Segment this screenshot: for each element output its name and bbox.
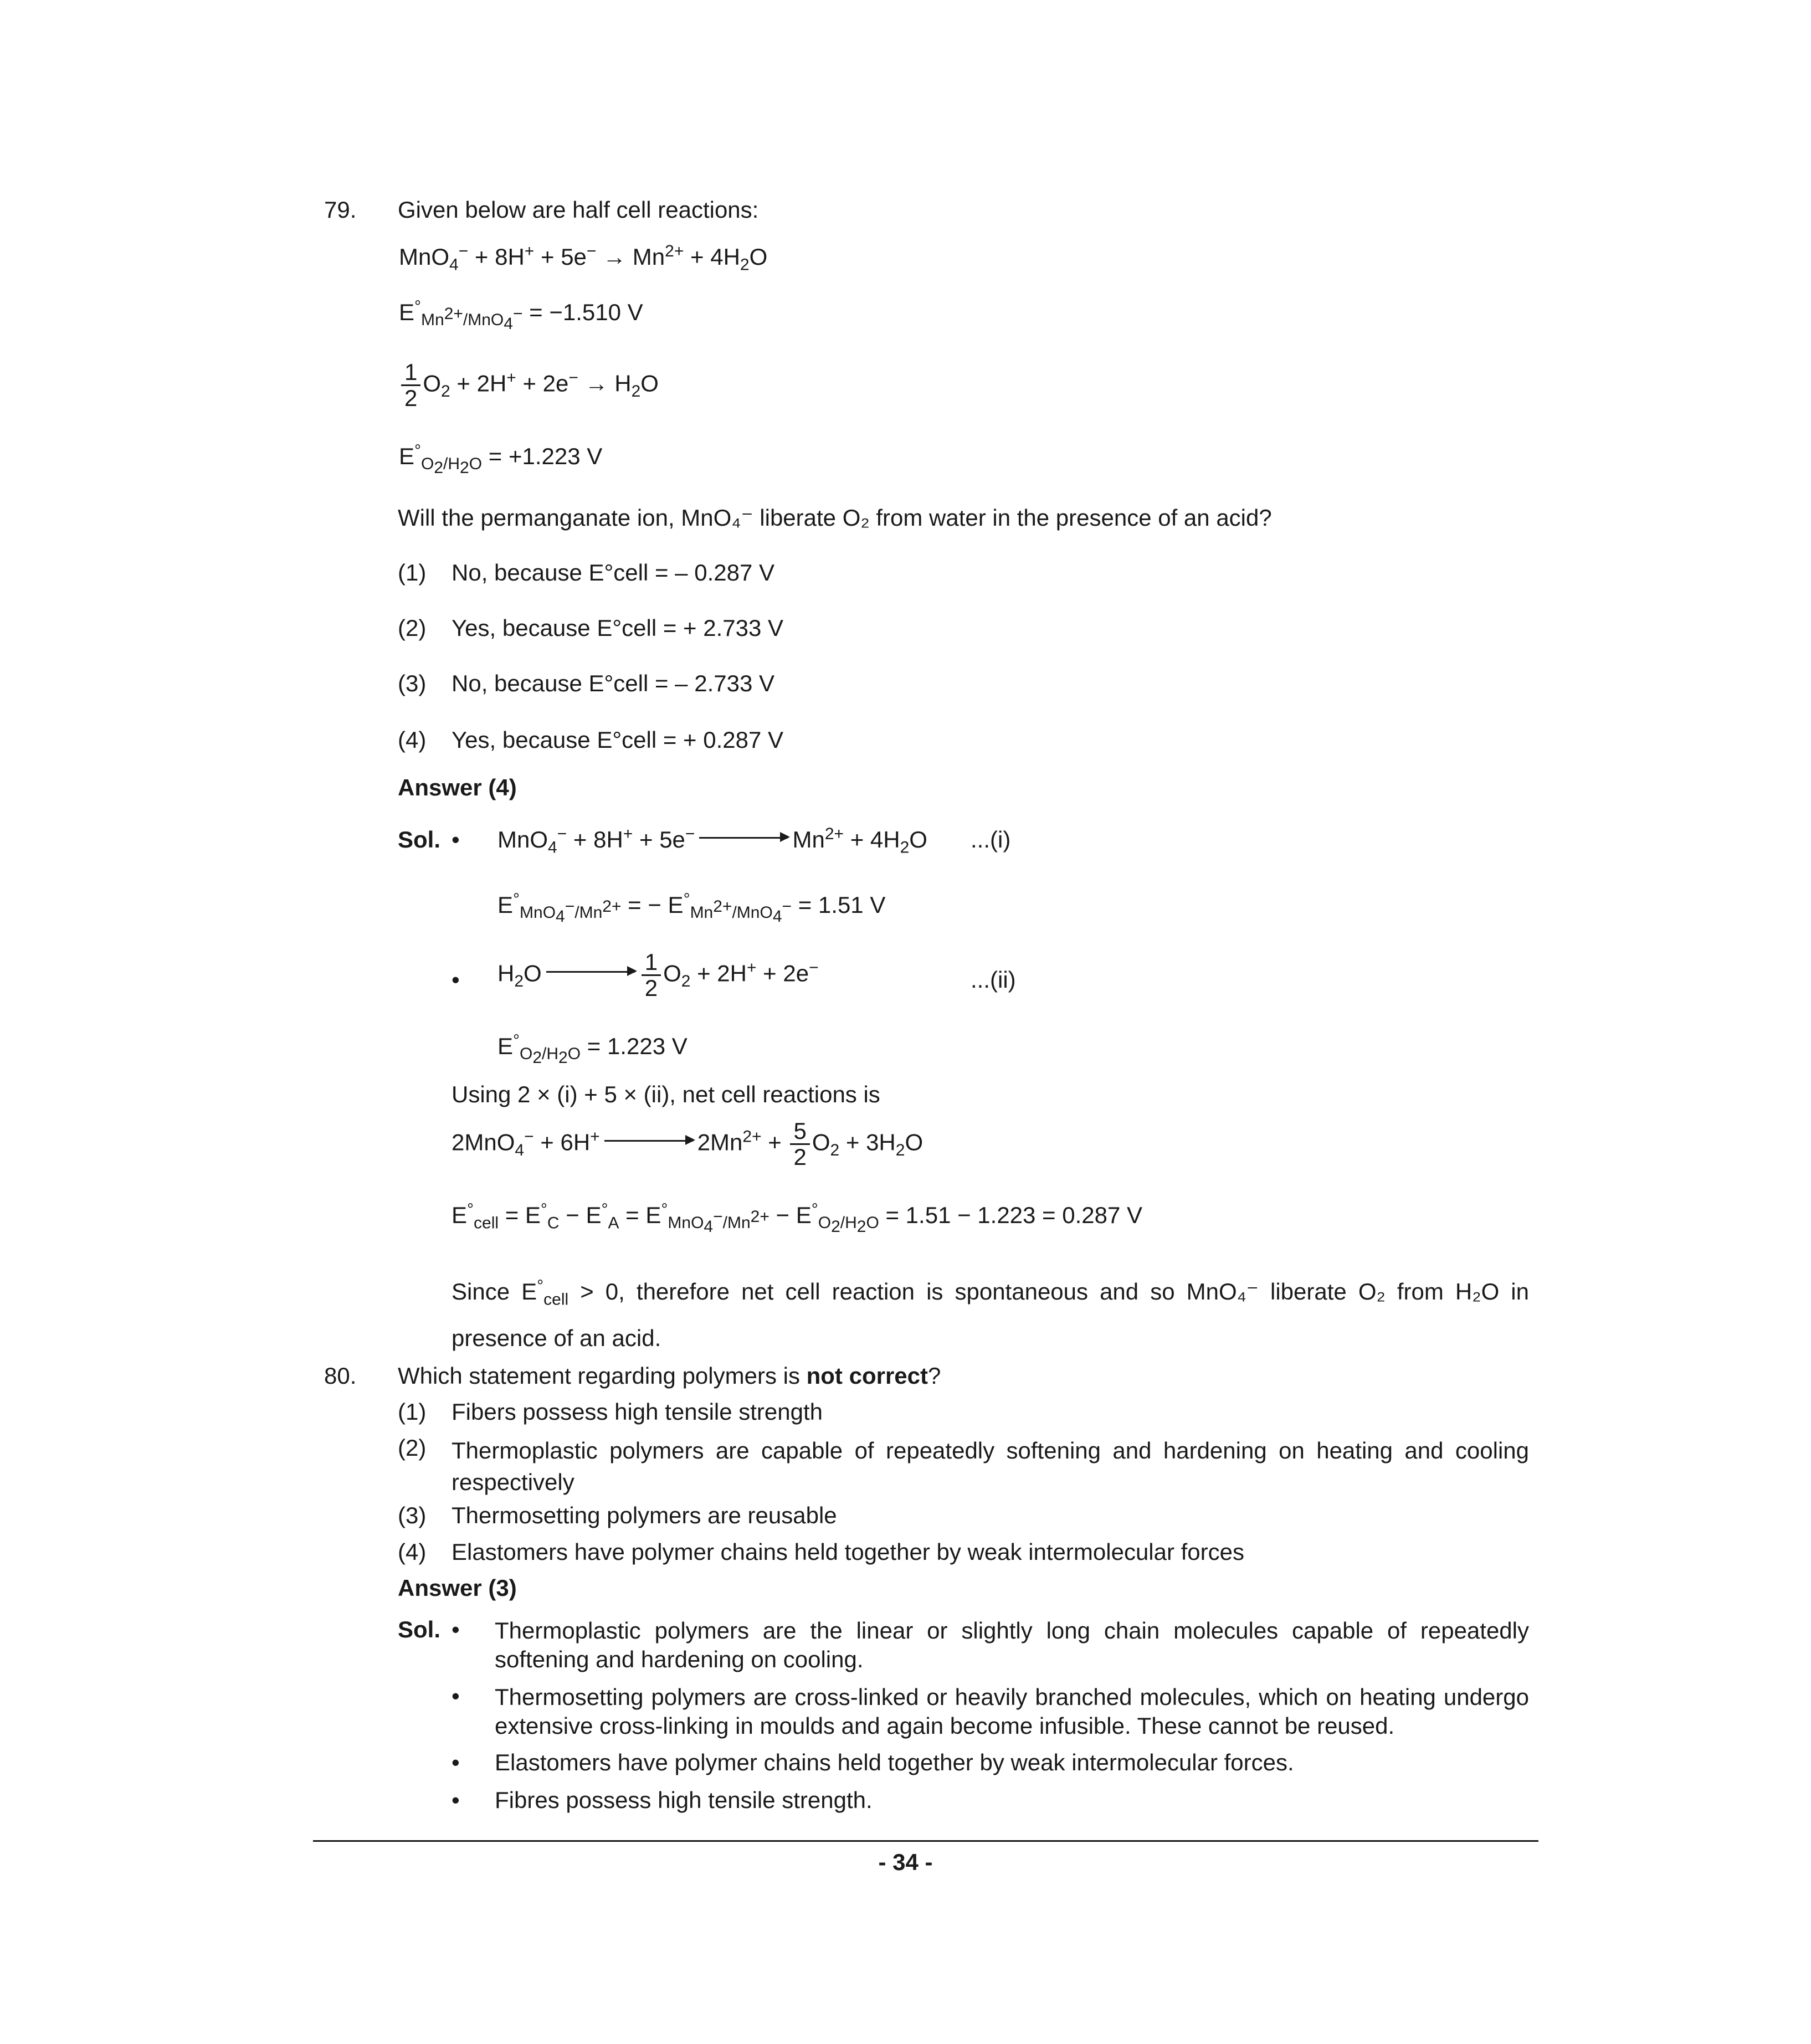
q79-sol-label: Sol.	[398, 826, 441, 852]
q79-potential-1: $E^\circ_{Mn^{2+}/MnO_4^-} = -1.510$ V	[399, 297, 643, 333]
q79-option-4-text: Yes, because E°cell = + 0.287 V	[452, 727, 783, 753]
q79-tag-i: ...(i)	[971, 826, 1011, 852]
q79-since-paragraph: Since $E^\circ_{cell} > 0$, therefore net cell reaction is spontaneous and so MnO₄⁻ liberate O₂ from H₂O in presence of an acid.	[452, 1277, 1529, 1351]
q79-potential-2: $E^\circ_{O_2/H_2O} = +1.223$ V	[399, 441, 603, 477]
q79-net-reaction: 2MnO$_4$− + 6H+ $2Mn^{2+}$ + $\frac{5}{2}$ $O_2 + 3H_2O$	[452, 1118, 924, 1170]
bullet-icon: •	[452, 826, 460, 852]
q80-number: 80.	[324, 1363, 357, 1389]
q79-since-text: therefore net cell reaction is spontaneous and so MnO₄⁻ liberate O₂ from H₂O in presence of an acid.	[452, 1278, 1529, 1351]
q79-option-2-num: (2)	[398, 615, 427, 641]
q79-option-3-text: No, because E°cell = – 2.733 V	[452, 670, 774, 696]
q79-sol-potential-2: $E^\circ_{O_2/H_2O} = 1.223$ V	[497, 1031, 688, 1067]
q80-option-3-num: (3)	[398, 1502, 427, 1528]
q79-question: Will the permanganate ion, MnO₄⁻ liberate O₂ from water in the presence of an acid?	[398, 505, 1272, 531]
bullet-icon: •	[452, 967, 460, 993]
page-number: - 34 -	[878, 1849, 933, 1875]
q80-option-1-num: (1)	[398, 1399, 427, 1425]
q79-option-1-text: No, because E°cell = – 0.287 V	[452, 559, 774, 586]
q80-option-4-num: (4)	[398, 1539, 427, 1565]
q79-stem: Given below are half cell reactions:	[398, 197, 759, 223]
q79-sol-reaction-1: MnO$_4$− + 8H+ + 5e− $Mn^{2+} + 4H_2O$	[497, 825, 927, 857]
q80-option-2-text: Thermoplastic polymers are capable of repeatedly softening and hardening on heating and cooling respectively	[452, 1437, 1529, 1495]
q80-option-1-text: Fibers possess high tensile strength	[452, 1399, 823, 1425]
q79-option-2-text: Yes, because E°cell = + 2.733 V	[452, 615, 783, 641]
q79-option-1-num: (1)	[398, 559, 427, 586]
q79-tag-ii: ...(ii)	[971, 967, 1016, 993]
q79-number: 79.	[324, 197, 357, 223]
q79-answer: Answer (4)	[398, 774, 517, 800]
q79-using-text: Using 2 × (i) + 5 × (ii), net cell reactions is	[452, 1081, 880, 1107]
footer-divider	[313, 1840, 1538, 1842]
q80-sol-point-2: Thermosetting polymers are cross-linked or heavily branched molecules, which on heating undergo extensive cross-linking in moulds and again become infusible. These cannot be reused.	[495, 1684, 1529, 1739]
q80-option-4-text: Elastomers have polymer chains held together by weak intermolecular forces	[452, 1539, 1245, 1565]
q79-sol-reaction-2: $H_2O$ $\frac{1}{2}$ $O_2 + 2H^+ + 2e^-$	[497, 949, 819, 1002]
q79-cell-potential: $E^\circ_{cell} = E^\circ_C - E^\circ_A = E^\circ_{MnO_4^-/Mn^{2+}} - E^\circ_{O_2/H_2O} = 1.51 - 1.223 = 0.287$ V	[452, 1200, 1143, 1236]
bullet-icon: •	[452, 1683, 460, 1709]
q80-sol-point-4: Fibres possess high tensile strength.	[495, 1787, 873, 1813]
q79-option-4-num: (4)	[398, 727, 427, 753]
q80-answer: Answer (3)	[398, 1575, 517, 1601]
bullet-icon: •	[452, 1616, 460, 1642]
q80-sol-point-1: Thermoplastic polymers are the linear or slightly long chain molecules capable of repeatedly softening and hardening on cooling.	[495, 1617, 1529, 1672]
q80-stem: Which statement regarding polymers is not correct?	[398, 1363, 941, 1389]
q79-reaction-2: $\frac{1}{2}$ $O_2 + 2H^+ + 2e^- \to H_2O$	[399, 360, 659, 410]
q80-option-3-text: Thermosetting polymers are reusable	[452, 1502, 837, 1528]
q80-sol-point-3: Elastomers have polymer chains held together by weak intermolecular forces.	[495, 1749, 1294, 1775]
q79-sol-potential-1: $E^\circ_{MnO_4^-/Mn^{2+}}$ = − $E^\circ_{Mn^{2+}/MnO_4^-} = 1.51$ V	[497, 890, 886, 926]
bullet-icon: •	[452, 1787, 460, 1813]
q79-reaction-1: $MnO_4^- + 8H^+ + 5e^- \to Mn^{2+} + 4H_2O$	[399, 242, 768, 274]
q79-option-3-num: (3)	[398, 670, 427, 696]
q80-option-2-num: (2)	[398, 1435, 427, 1461]
q80-sol-label: Sol.	[398, 1616, 441, 1642]
bullet-icon: •	[452, 1749, 460, 1775]
